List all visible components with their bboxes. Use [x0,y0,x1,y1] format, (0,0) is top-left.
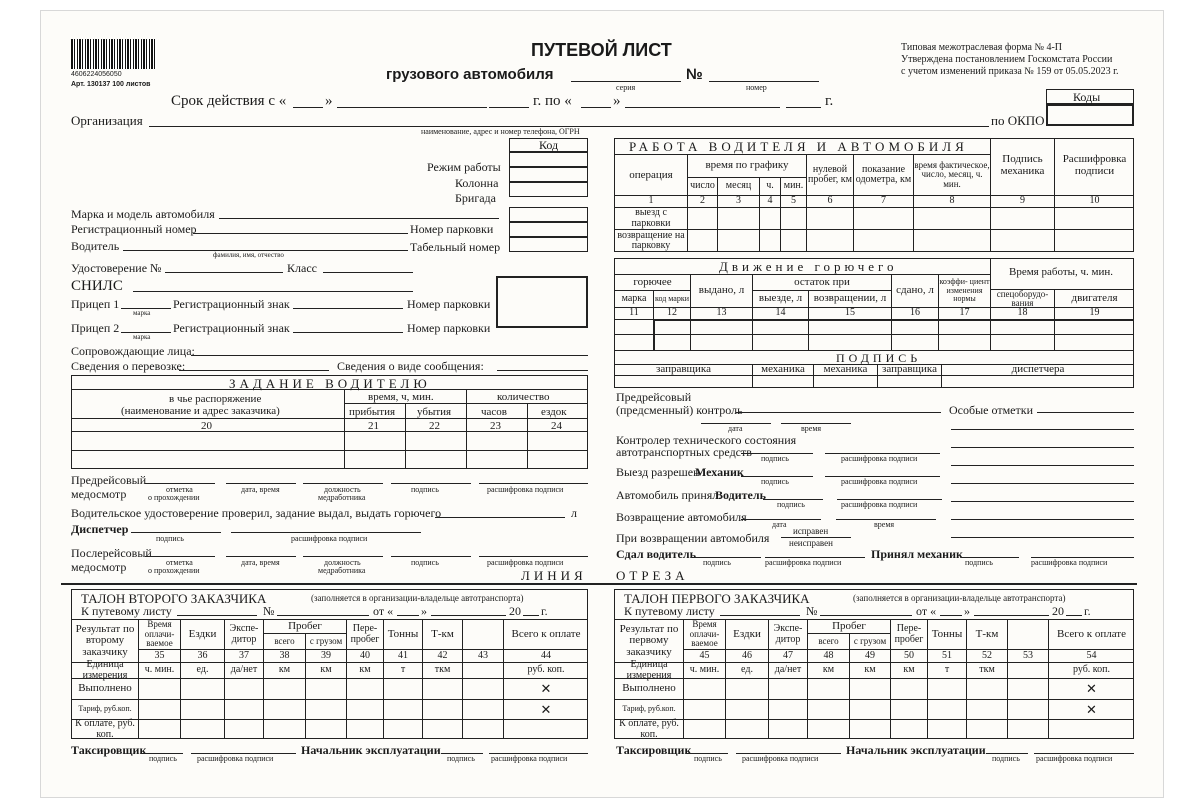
series-hint: серия [616,83,636,92]
done-cross-icon: ✕ [540,681,552,697]
snils-label: СНИЛС [71,278,123,294]
task-title: ЗАДАНИЕ ВОДИТЕЛЮ [229,376,431,391]
handed-driver-label: Сдал водитель [616,547,696,561]
article-number: Арт. 130137 100 листов [71,81,151,88]
waybill-sheet: 4606224056050 Арт. 130137 100 листов ПУТЕВОЙ ЛИСТ грузового автомобиля № серия номер Типовая межотраслевая форма № 4-П Утверждена постановлением Госкомстата России с учетом изменений приказа № 159 от 05.05.2023 г. Срок действия с « » г. по « » г. Коды Организация наименование, адрес и номер телефона, ОГРН по ОКПО Код Режим работы Колонна Бригада Марка и модель автомобиля Регистрационный номер Номер парковки Водитель фамилия, имя, отчество Табельный номер Удостоверение № Класс СНИЛС Прицеп 1 марка Регистрационный знак Номер парковки Прицеп 2 марка Регистрационный знак Номер парковки Сопровождающие лица: Сведения о перевозке: Сведения о виде сообщения: ЗАДАНИЕ ВОДИТЕЛЮ в чье распоряжение (наименование и адрес заказчика) время, ч, мин. прибытия убытия количество часов ездок 20 21 22 23 24 Предрейсовый медосмотр отметка о прохождении дата, время должность медработника подпись расшифровка подписи Водительское удостоверение проверил, задание выдал, выдать горючего л Диспетчер подпись расшифровка подписи Послерейсовый медосмотр отметка о прохождении дата, время должность медработника подпись расшифровка подписи РАБОТА ВОДИТЕЛЯ И АВТОМОБИЛЯ операция время по графику число месяц ч. мин. нулевой пробег, км показание одометра, км время фактическое, число, месяц, ч. мин. Подпись механика Расшифровка подписи 1 2 3 4 5 6 7 8 9 10 выезд с парковки возвращение на парковку Движение горючего Время работы, ч. мин. горючее марка код марки выдано, л остаток при выезде, л возвращении, л сдано, л коэффи- циент изменения нормы спецоборудо- вания двигателя 11 12 13 14 15 16 17 18 19 ПОДПИСЬ заправщика механика механика заправщика диспетчера Предрейсовый (предсменный) контроль Особые отметки дата время Контролер технического состояния автотранспортных средств подпись расшифровка подписи Выезд разрешен Механик подпись расшифровка подписи Автомобиль принял. Водитель подпись расшифровка подписи Возвращение автомобиля дата время При возвращении автомобиля исправен неисправен Сдал водитель подпись расшифровка подписи Принял механик подпись расшифровка подписи ЛИНИЯ ОТРЕЗА ТАЛОН ВТОРОГО ЗАКАЗЧИКА (заполняется в организации-владельце автотранспорта) К путевому листу № от « » 20 г. Результат по второму заказчику Время оплачи- ваемое Ездки Экспе- дитор Пробег всего с грузом Пере- пробег Тонны Т-км Всего к оплате 35 36 37 38 39 40 41 42 43 44 Единица измерения ч. мин. ед. да/нет км км км т ткм руб. коп. Выполнено ✕ Тариф, руб.коп. ✕ К оплате, руб. коп. Таксировщик подпись расшифровка подписи Начальник эксплуатации подпись расшифровка подписи ТАЛОН ПЕРВОГО ЗАКАЗЧИКА (заполняется в организации-владельце автотранспорта) К путевому листу № от « » 20 г. Результат по первому заказчику Время оплачи- ваемое Ездки Экспе- дитор Пробег всего с грузом Пере- пробег Тонны Т-км Всего к оплате 45 46 47 48 49 50 51 52 53 54 Единица измерения ч. мин. ед. да/нет км км км т ткм руб. коп. Выполнено ✕ Тариф, руб.коп. ✕ К оплате, руб. коп. Таксировщик подпись расшифровка подписи Начальник эксплуатации подпись расшифровка подписи [40,10,1164,798]
form-line-3: с учетом изменений приказа № 159 от 05.05.2023 г. [901,66,1119,77]
license-checked-text: Водительское удостоверение проверил, задание выдал, выдать горючего [71,506,442,520]
brigade-label: Бригада [455,191,496,205]
reg-number-label: Регистрационный номер [71,222,197,236]
number-hint: номер [746,83,767,92]
form-line-2: Утверждена постановлением Госкомстата России [901,54,1113,65]
org-hint: наименование, адрес и номер телефона, ОГРН [421,127,580,136]
trailer1-label: Прицеп 1 [71,297,120,311]
transport-label: Сведения о перевозке: [71,359,186,373]
message-type-label: Сведения о виде сообщения: [337,359,484,373]
license-label: Удостоверение № [71,261,162,275]
form-line-1: Типовая межотраслевая форма № 4-П [901,42,1063,53]
vehicle-brand-label: Марка и модель автомобиля [71,207,215,221]
trailer2-label: Прицеп 2 [71,321,120,335]
chief-label-1: Начальник эксплуатации [846,743,986,757]
validity-to-label: г. по « [533,93,572,109]
code-label: Код [539,138,559,152]
talon1-title: ТАЛОН ПЕРВОГО ЗАКАЗЧИКА [624,591,810,606]
work-title: РАБОТА ВОДИТЕЛЯ И АВТОМОБИЛЯ [629,139,968,154]
tariff-cross-icon: ✕ [1086,701,1097,717]
okpo-code-box[interactable] [1046,104,1134,126]
cut-line [61,583,1137,585]
page-title: ПУТЕВОЙ ЛИСТ [531,40,672,60]
cut-line-word-1: ЛИНИЯ [521,568,587,583]
validity-label: Срок действия с « [171,93,287,109]
work-mode-label: Режим работы [427,160,501,174]
barcode-number: 4606224056050 [71,71,122,78]
chief-label-2: Начальник эксплуатации [301,743,441,757]
number-sign: № [686,66,703,83]
escort-label: Сопровождающие лица: [71,344,195,358]
page-subtitle: грузового автомобиля [386,66,554,83]
okpo-label: по ОКПО [991,113,1045,128]
done-cross-icon: ✕ [1086,681,1097,697]
fuel-title: Движение горючего [719,259,898,274]
tab-number-label: Табельный номер [410,240,501,254]
org-label: Организация [71,113,143,128]
snils-code-box[interactable] [496,276,588,328]
parking-number-label: Номер парковки [410,222,494,236]
dispatcher-label: Диспетчер [71,522,129,536]
taxi-label-2: Таксировщик [71,743,147,757]
barcode [71,39,157,69]
tariff-cross-icon: ✕ [540,701,552,717]
signature-title: ПОДПИСЬ [836,351,922,365]
accepted-mechanic-label: Принял механик [871,547,963,561]
codes-label: Коды [1073,90,1101,104]
talon2-title: ТАЛОН ВТОРОГО ЗАКАЗЧИКА [81,591,267,606]
class-label: Класс [287,261,317,275]
taxi-label-1: Таксировщик [616,743,692,757]
driver-label: Водитель [71,239,120,253]
special-marks-label: Особые отметки [949,403,1033,417]
cut-line-word-2: ОТРЕЗА [616,568,689,583]
column-label: Колонна [455,176,499,190]
